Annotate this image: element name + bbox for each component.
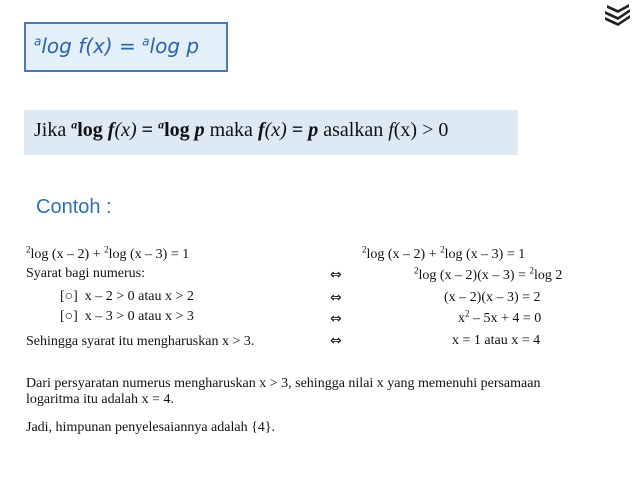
- equivalence-arrow: ⇔: [330, 311, 342, 327]
- equivalence-arrow: ⇔: [330, 333, 342, 349]
- solution-step-1: $^2$log (x – 2) + $^2$log (x – 3) = 1: [362, 244, 526, 262]
- example-label: Contoh :: [36, 196, 112, 218]
- equation-line: $^2$log (x – 2) + $^2$log (x – 3) = 1: [26, 244, 190, 262]
- sehingga-line: Sehingga syarat itu mengharuskan x > 3.: [26, 334, 255, 349]
- rule-statement: Jika $^a$log f(x) = $^a$log p maka f(x) = p asalkan f(x) > 0: [34, 117, 449, 141]
- conclusion-line-1: Dari persyaratan numerus mengharuskan x > 3, sehingga nilai x yang memenuhi persamaan: [26, 376, 541, 391]
- equivalence-arrow: ⇔: [330, 267, 342, 283]
- condition-1: [○] x – 2 > 0 atau x > 2: [60, 289, 194, 304]
- equivalence-arrow: ⇔: [330, 290, 342, 306]
- syarat-line: Syarat bagi numerus:: [26, 266, 145, 281]
- rule-box: [24, 110, 518, 155]
- solution-step-5: x = 1 atau x = 4: [452, 333, 541, 348]
- formula-box: [24, 22, 228, 72]
- log-equality-formula: $^a$log f(x) = $^a$log p: [34, 34, 200, 58]
- conclusion-line-2: logaritma itu adalah x = 4.: [26, 392, 174, 407]
- books-icon: [602, 0, 632, 26]
- condition-2: [○] x – 3 > 0 atau x > 3: [60, 309, 194, 324]
- final-answer: Jadi, himpunan penyelesaiannya adalah {4}.: [26, 420, 276, 435]
- solution-step-2: $^2$log (x – 2)(x – 3) = $^2$log 2: [414, 265, 563, 283]
- solution-step-4: $x^2 - 5x + 4 = 0$: [458, 308, 542, 326]
- solution-step-3: (x – 2)(x – 3) = 2: [444, 290, 541, 305]
